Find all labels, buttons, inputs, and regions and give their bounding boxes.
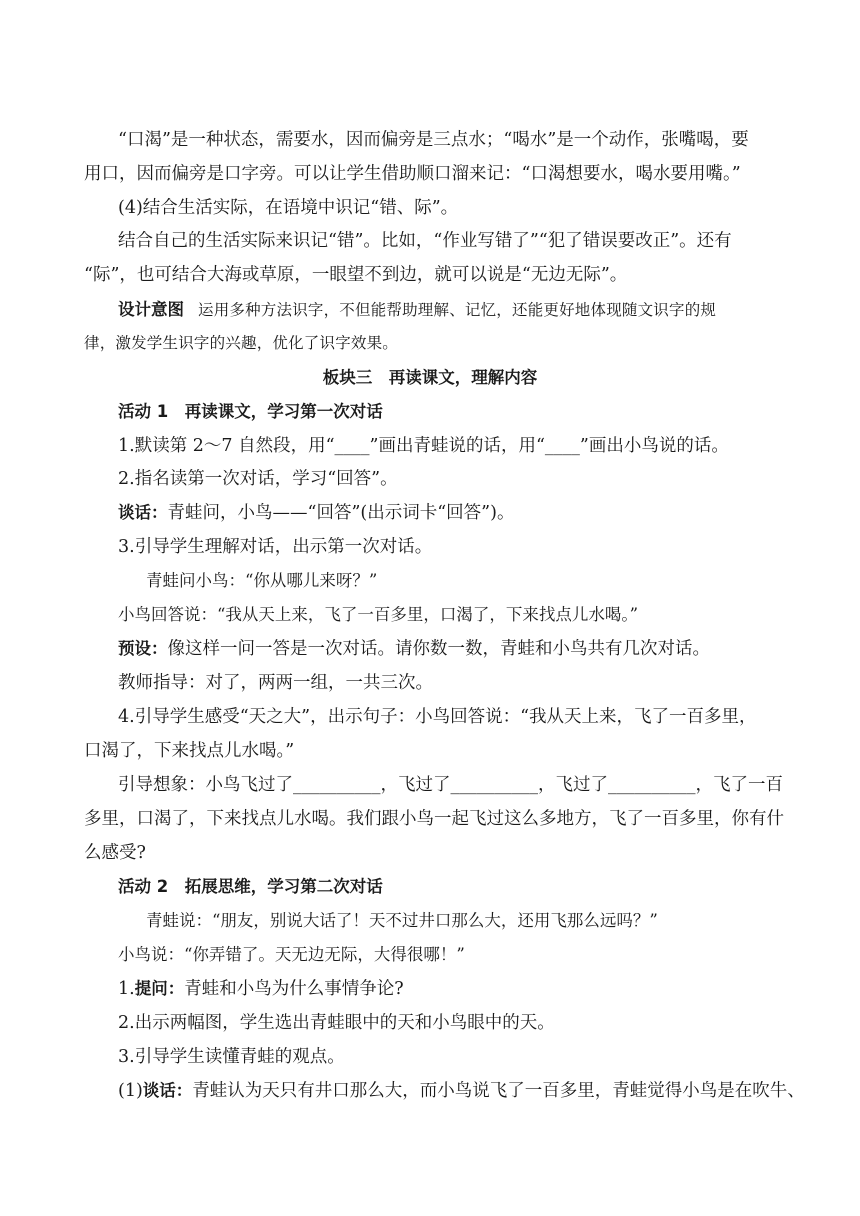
paragraph-line: 用口，因而偏旁是口字旁。可以让学生借助顺口溜来记：“口渴想要水，喝水要用嘴。” [84,164,741,184]
paragraph-line: 2.出示两幅图，学生选出青蛙眼中的天和小鸟眼中的天。 [118,1013,555,1033]
paragraph-line: “际”，也可结合大海或草原，一眼望不到边，就可以说是“无边无际”。 [84,265,628,285]
talk-label: 谈话： [118,503,168,522]
activity-heading: 活动 1 再读课文，学习第一次对话 [118,402,383,421]
paragraph-line: (4)结合生活实际，在语境中识记“错、际”。 [118,198,459,218]
design-intent-text: 运用多种方法识字，不但能帮助理解、记忆，还能更好地体现随文识字的规 [198,301,717,319]
preset-text: 像这样一问一答是一次对话。请你数一数，青蛙和小鸟共有几次对话。 [167,639,710,659]
paragraph-line: 1.默读第 2～7 自然段，用“____”画出青蛙说的话，用“____”画出小鸟说的话。 [118,436,729,456]
talk-line [118,501,514,525]
design-intent-label: 设计意图 [118,300,184,319]
item-number: 1. [118,979,135,999]
paragraph-line: 教师指导：对了，两两一组，一共三次。 [118,673,433,693]
item-number: (1) [118,1081,143,1101]
talk-line [118,1079,805,1103]
dialogue-line: 小鸟说：“你弄错了。天无边无际，大得很哪！” [118,945,465,964]
preset-line [118,637,710,661]
talk-label: 谈话： [142,1081,193,1100]
paragraph-line: 么感受? [84,843,146,863]
paragraph-line: 多里，口渴了，下来找点儿水喝。我们跟小鸟一起飞过这么多地方，飞了一百多里，你有什 [84,809,784,829]
question-line [118,977,404,1001]
section-heading: 板块三 再读课文，理解内容 [322,368,538,387]
activity-heading: 活动 2 拓展思维，学习第二次对话 [118,877,383,896]
talk-text: 青蛙问，小鸟——“回答”(出示词卡“回答”)。 [167,503,515,523]
paragraph-line: 4.引导学生感受“天之大”，出示句子：小鸟回答说：“我从天上来，飞了一百多里， [118,707,757,727]
dialogue-line: 小鸟回答说：“我从天上来，飞了一百多里，口渴了，下来找点儿水喝。” [118,605,639,624]
paragraph-line: 律，激发学生识字的兴趣，优化了识字效果。 [84,334,399,352]
paragraph-line: 3.引导学生读懂青蛙的观点。 [118,1047,345,1067]
preset-label: 预设： [118,639,168,658]
paragraph-line: 结合自己的生活实际来识记“错”。比如，“作业写错了”“犯了错误要改正”。还有 [118,231,732,251]
paragraph-line: 口渴了，下来找点儿水喝。” [84,741,295,761]
paragraph-line: 引导想象：小鸟飞过了__________，飞过了__________，飞过了__________，飞了一百 [118,775,783,795]
paragraph-line: 2.指名读第一次对话，学习“回答”。 [118,469,398,489]
question-label: 提问： [134,979,185,998]
talk-text: 青蛙认为天只有井口那么大，而小鸟说飞了一百多里，青蛙觉得小鸟是在吹牛、 [192,1081,805,1101]
question-text: 青蛙和小鸟为什么事情争论? [184,979,404,999]
design-intent-line [118,298,716,322]
dialogue-line: 青蛙问小鸟：“你从哪儿来呀？” [146,571,378,590]
paragraph-line: 3.引导学生理解对话，出示第一次对话。 [118,537,433,557]
dialogue-line: 青蛙说：“朋友，别说大话了！天不过井口那么大，还用飞那么远吗？” [146,911,658,930]
paragraph-line: “口渴”是一种状态，需要水，因而偏旁是三点水；“喝水”是一个动作，张嘴喝，要 [118,130,749,150]
